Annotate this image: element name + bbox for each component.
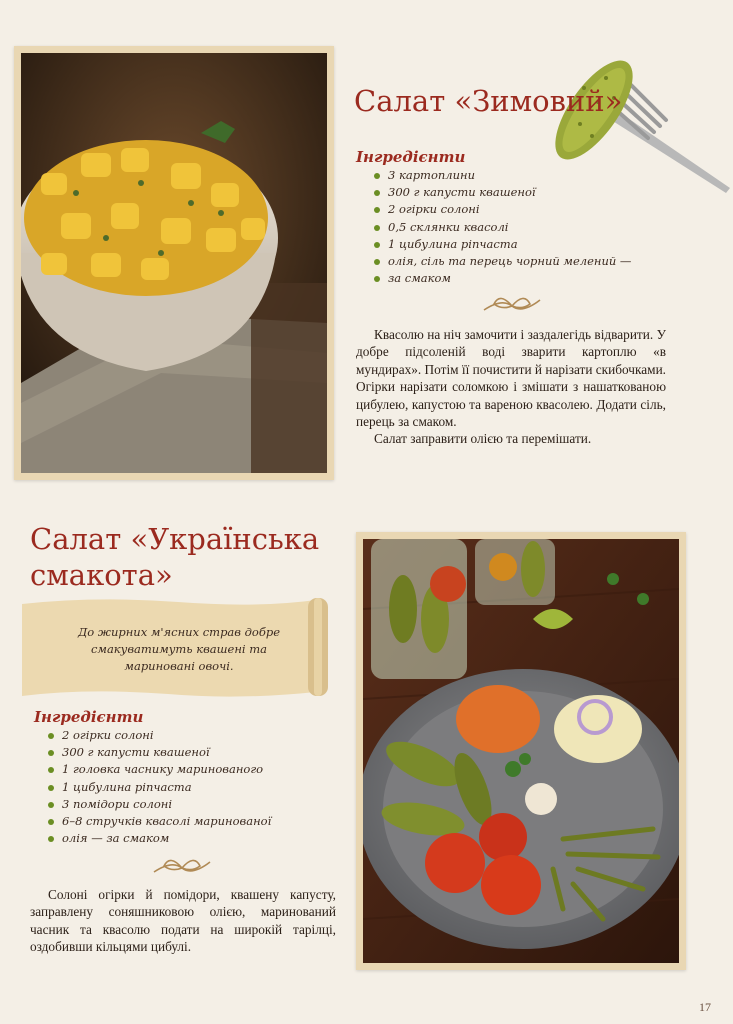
potato-salad-photo	[21, 53, 327, 473]
recipe-1-title: Салат «Зимовий»	[354, 84, 623, 118]
recipe-1-ingredients-heading: Інгредієнти	[356, 148, 466, 166]
recipe-2-ingredients-heading: Інгредієнти	[34, 708, 144, 726]
ingredient-item: 1 головка часнику маринованого	[46, 761, 336, 778]
ingredient-item: олія, сіль та перець чорний мелений —	[372, 253, 662, 270]
ingredient-item: 1 цибулина ріпчаста	[372, 236, 662, 253]
twine-bow-ornament	[152, 852, 212, 886]
ingredient-item-continued: за смаком	[372, 270, 662, 287]
instructions-paragraph: Квасолю на ніч замочити і заздалегідь відварити. У добре підсоленій воді зварити картоплю «в мундирах». Потім її почистити й нарізати скибочками. Огірки нарізати соломкою і змішати з нашаткованою цибулею, капустою та вареною квасолею. Додати сіль, перець за смаком.	[356, 327, 667, 430]
ingredient-item: 300 г капусти квашеної	[46, 744, 336, 761]
ingredient-item: 1 цибулина ріпчаста	[46, 779, 336, 796]
recipe-2-ingredients-list	[46, 727, 336, 847]
ingredient-item: 300 г капусти квашеної	[372, 184, 662, 201]
page-number: 17	[699, 1000, 711, 1014]
ingredient-item: 2 огірки солоні	[372, 201, 662, 218]
photo-frame-pickled-vegetables	[356, 532, 686, 970]
recipe-2-instructions	[30, 886, 336, 956]
ingredient-item: 2 огірки солоні	[46, 727, 336, 744]
photo-frame-potato-salad	[14, 46, 334, 480]
recipe-2-title-line-1: Салат «Українська	[30, 522, 320, 556]
ingredient-item: 3 картоплини	[372, 167, 662, 184]
recipe-2-title-line-2: смакота»	[30, 558, 173, 592]
ingredient-item: олія — за смаком	[46, 830, 336, 847]
instructions-paragraph: Салат заправити олією та перемішати.	[374, 431, 592, 447]
ingredient-item: 0,5 склянки квасолі	[372, 219, 662, 236]
ingredient-item: 6–8 стручків квасолі маринованої	[46, 813, 336, 830]
recipe-2-note: До жирних м'ясних страв добре смакуватимуть квашені та мариновані овочі.	[77, 625, 281, 673]
pickled-vegetables-photo	[363, 539, 679, 963]
twine-bow-ornament	[482, 290, 542, 324]
instructions-paragraph: Солоні огірки й помідори, квашену капусту, заправлену соняшниковою олією, маринований часник та квасолю подати на широкій тарілці, оздобивши кільцями цибулі.	[30, 887, 336, 955]
ingredient-item: 3 помідори солоні	[46, 796, 336, 813]
recipe-1-ingredients-list	[372, 167, 662, 287]
recipe-1-instructions	[356, 326, 666, 448]
